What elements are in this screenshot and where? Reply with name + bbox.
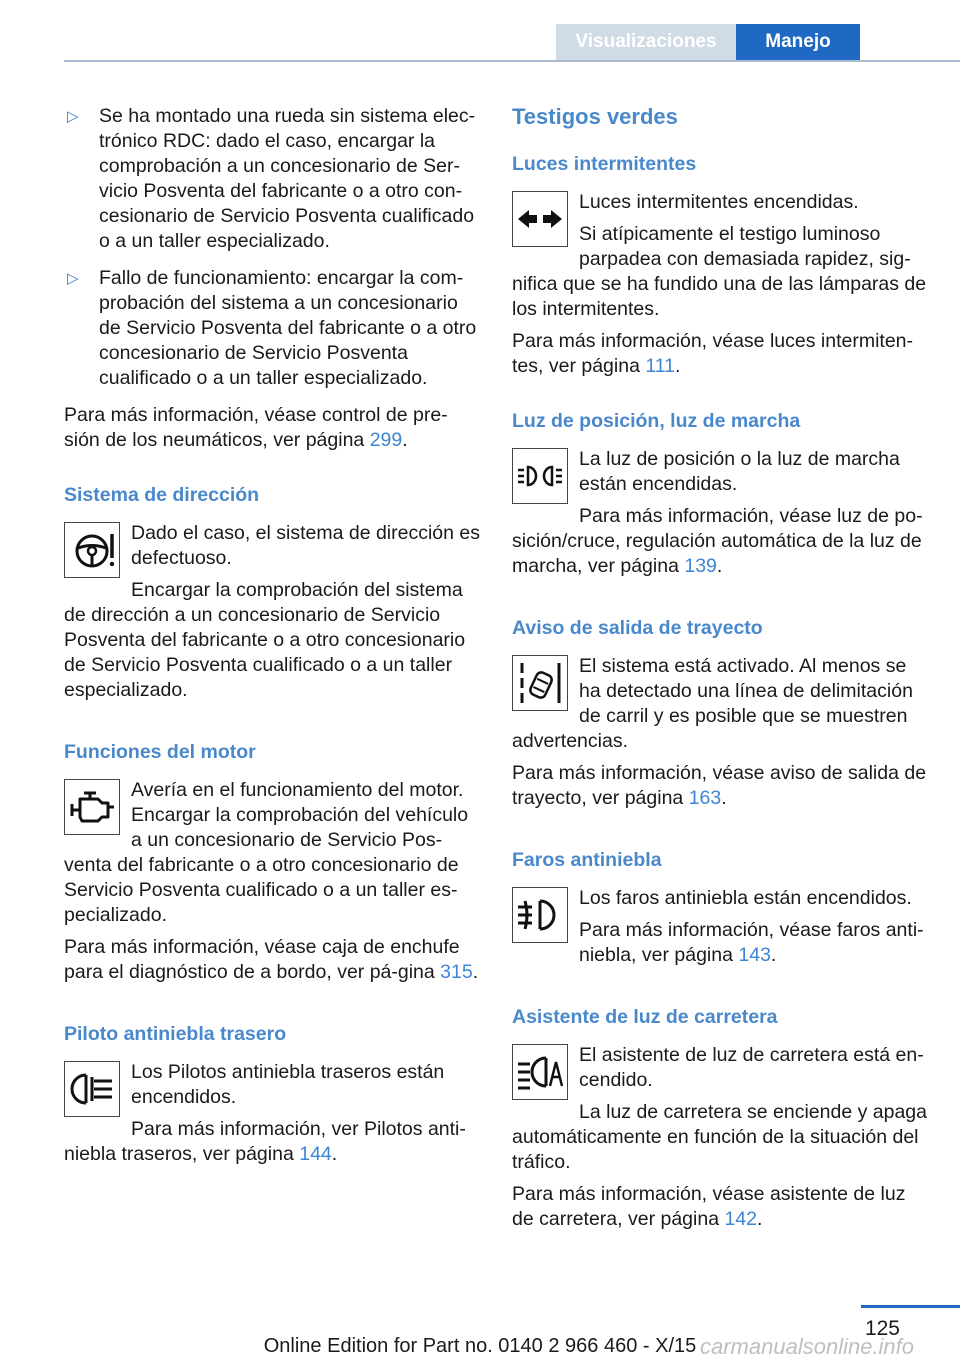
front-fog-reference: Para más información, véase faros anti-niebla, ver página 143. [579,919,924,966]
section-heading-green-lights: Testigos verdes [512,104,678,129]
position-light-reference: Para más información, véase luz de po-sición/cruce, regulación automática de la luz de marcha, ver página 139. [512,505,923,577]
section-title-front-fog: Faros antiniebla [512,849,662,871]
rear-fog-light-icon [64,1061,120,1117]
section-title-lane-departure: Aviso de salida de trayecto [512,617,763,639]
high-beam-text-2: La luz de carretera se enciende y apaga automáticamente en función de la situación del tráfico. [512,1101,927,1173]
section-title-steering: Sistema de dirección [64,484,260,506]
high-beam-reference: Para más información, véase asistente de luz de carretera, ver página 142. [512,1183,906,1230]
tire-pressure-reference: Para más información, véase control de pre-sión de los neumáticos, ver página 299. [64,404,448,451]
steering-text-2: Encargar la comprobación del sistema de dirección a un concesionario de Servicio Posventa del fabricante o a otro concesionario de Servicio Posventa cualificado o a un taller especializado. [64,579,466,701]
position-light-section [512,447,928,586]
bullet-triangle-icon: ▷ [67,270,79,287]
rear-fog-text: Los Pilotos antiniebla traseros están encendidos. [131,1061,445,1108]
list-item-text: Se ha montado una rueda sin sistema elec-trónico RDC: dado el caso, encargar la comprobación a un concesionario de Ser-vicio Posventa del fabricante o a otro con-cesionario de Servicio Posventa cualificado o a un taller especializado. [99,105,476,252]
position-light-text: La luz de posición o la luz de marcha están encendidas. [579,448,900,495]
bullet-triangle-icon: ▷ [67,108,79,125]
page-link[interactable]: 163 [688,787,722,809]
steering-text-1: Dado el caso, el sistema de dirección es defectuoso. [131,522,480,569]
turn-signal-text-1: Luces intermitentes encendidas. [579,191,859,213]
tab-manejo[interactable]: Manejo [736,24,860,60]
engine-icon [64,779,120,835]
footer-edition: Online Edition for Part no. 0140 2 966 460 - X/15 [263,1335,697,1357]
high-beam-text-1: El asistente de luz de carretera está en-cendido. [579,1044,924,1091]
high-beam-assistant-icon [512,1044,568,1100]
turn-signal-reference: Para más información, véase luces intermiten-tes, ver página 111. [512,330,913,377]
section-title-rear-fog: Piloto antiniebla trasero [64,1023,287,1045]
lane-departure-section [512,654,928,818]
right-column [512,104,928,1239]
rear-fog-section [64,1060,480,1174]
high-beam-section [512,1043,928,1239]
rear-fog-reference: Para más información, ver Pilotos anti-niebla traseros, ver página 144. [64,1118,466,1165]
steering-section [64,521,480,710]
page-link[interactable]: 139 [684,555,717,577]
header-rule [64,60,960,62]
left-column [64,104,480,1174]
steering-warning-icon [64,522,120,578]
section-title-engine: Funciones del motor [64,741,256,763]
front-fog-light-icon [512,887,568,943]
footer-rule [861,1305,960,1308]
turn-signal-section [512,190,928,329]
front-fog-text: Los faros antiniebla están encendidos. [579,887,912,909]
section-title-turn-signals: Luces intermitentes [512,153,697,175]
lane-departure-icon [512,655,568,711]
list-item [64,266,480,391]
engine-section [64,778,480,992]
turn-signal-icon [512,191,568,247]
section-title-position-light: Luz de posición, luz de marcha [512,410,801,432]
watermark: carmanualsonline.info [700,1334,915,1359]
page-link[interactable]: 144 [299,1143,332,1165]
engine-reference: Para más información, véase caja de enchufe para el diagnóstico de a bordo, ver pá-gina 315. [64,936,479,983]
list-item [64,104,480,254]
tab-visualizaciones[interactable]: Visualizaciones [556,24,736,60]
front-fog-section [512,886,928,975]
page-number: 125 [864,1317,900,1340]
lane-departure-reference: Para más información, véase aviso de salida de trayecto, ver página 163. [512,762,927,809]
turn-signal-text-2: Si atípicamente el testigo luminoso parpadea con demasiada rapidez, sig-nifica que se ha fundido una de las lámparas de los intermitentes. [512,223,927,320]
page-link[interactable]: 299 [369,429,403,451]
page-link[interactable]: 315 [440,961,473,983]
position-light-icon [512,448,568,504]
section-title-high-beam-assistant: Asistente de luz de carretera [512,1006,778,1028]
engine-text: Avería en el funcionamiento del motor. Encargar la comprobación del vehículo a un concesionario de Servicio Pos-venta del fabricante o a otro concesionario de Servicio Posventa cualificado o a un taller es-pecializado. [64,779,469,926]
lane-departure-text: El sistema está activado. Al menos se ha detectado una línea de delimitación de carril y es posible que se muestren advertencias. [512,655,913,752]
page-link[interactable]: 143 [738,944,771,966]
page-link[interactable]: 142 [724,1208,757,1230]
list-item-text: Fallo de funcionamiento: encargar la com-probación del sistema a un concesionario de Servicio Posventa del fabricante o a otro concesionario de Servicio Posventa cualificado o a un taller especializado. [99,267,477,389]
page-link[interactable]: 111 [645,355,675,377]
